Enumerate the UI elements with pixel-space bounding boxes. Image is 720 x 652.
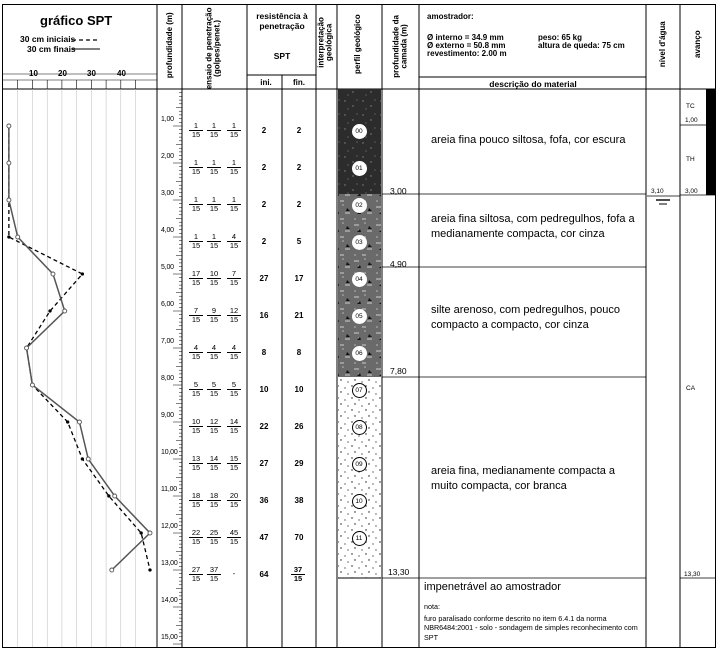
sample-marker: 03 (352, 235, 367, 250)
blow-count: $\frac{1}{15}$ (207, 196, 221, 213)
col-advance-label: avanço (692, 30, 702, 58)
advance-th-depth: 3,00 (685, 188, 698, 195)
blow-count: $\frac{5}{15}$ (207, 381, 221, 398)
spt-initial: 2 (261, 163, 267, 172)
blow-count: $\frac{7}{15}$ (227, 270, 241, 287)
blow-count: $\frac{1}{15}$ (207, 233, 221, 250)
blow-count: $\frac{1}{15}$ (207, 159, 221, 176)
layer-description-4: areia fina, medianamente compacta a muito compacta, cor branca (431, 465, 616, 492)
advance-end-depth: 13,30 (684, 571, 701, 578)
sample-marker: 09 (352, 457, 367, 472)
spt-final: 26 (294, 422, 304, 431)
spt-chart (7, 124, 152, 572)
advance-th-label: TH (686, 156, 695, 163)
blow-count: $\frac{13}{15}$ (189, 455, 203, 472)
spt-initial: 47 (259, 533, 269, 542)
data-point (51, 272, 55, 276)
blow-count: - (232, 569, 236, 578)
data-point (63, 309, 67, 313)
spt-final: 8 (296, 348, 302, 357)
blow-count: $\frac{4}{15}$ (189, 344, 203, 361)
depth-label: 11,00 (161, 486, 177, 493)
depth-label: 7,00 (161, 338, 174, 345)
layer-depth: 13,30 (388, 567, 410, 577)
col-water-label: nível d'água (657, 21, 667, 68)
spt-final: 70 (294, 533, 304, 542)
blow-count: $\frac{10}{15}$ (207, 270, 221, 287)
blow-count: $\frac{4}{15}$ (227, 344, 241, 361)
advance-ca-label: CA (686, 385, 696, 392)
col-geo-profile-label: perfil geológico (352, 14, 362, 74)
spt-initial: 8 (261, 348, 267, 357)
blow-count: $\frac{1}{15}$ (189, 159, 203, 176)
blow-count: $\frac{1}{15}$ (227, 196, 241, 213)
sample-marker: 05 (352, 309, 367, 324)
layer-depth: 3,00 (390, 186, 407, 196)
advance-tc-label: TC (686, 103, 695, 110)
data-point (149, 569, 151, 571)
blow-count: $\frac{12}{15}$ (207, 418, 221, 435)
blow-count: $\frac{14}{15}$ (227, 418, 241, 435)
spt-initial: 27 (259, 274, 269, 283)
data-point (66, 421, 68, 423)
note-title: nota: (424, 602, 440, 611)
data-point (7, 161, 11, 165)
spt-initial: 64 (259, 570, 269, 579)
col-resistance-sub: SPT (273, 51, 291, 61)
blow-count: $\frac{5}{15}$ (227, 381, 241, 398)
advance-tc-depth: 1,00 (685, 117, 698, 124)
sample-marker: 02 (352, 198, 367, 213)
blow-count: $\frac{37}{15}$ (207, 566, 221, 583)
blow-count: $\frac{4}{15}$ (227, 233, 241, 250)
col-resistance-label: resistência à penetração (256, 11, 308, 31)
depth-label: 1,00 (161, 116, 174, 123)
hammer-weight: peso: 65 kg (538, 33, 583, 42)
depth-label: 6,00 (161, 301, 174, 308)
blow-count: $\frac{1}{15}$ (227, 159, 241, 176)
blow-count: $\frac{20}{15}$ (227, 492, 241, 509)
col-penetration-label: ensaio de penetração (golpes/penet.) (204, 7, 222, 90)
layer-description-3: silte arenoso, com pedregulhos, pouco compacto a compacto, cor cinza (431, 304, 620, 331)
blow-count: $\frac{17}{15}$ (189, 270, 203, 287)
depth-label: 8,00 (161, 375, 174, 382)
blow-count: $\frac{25}{15}$ (207, 529, 221, 546)
blow-count: $\frac{15}{15}$ (227, 455, 241, 472)
data-point (7, 198, 11, 202)
spt-initial: 27 (259, 459, 269, 468)
spt-initial: 2 (261, 237, 267, 246)
spt-initial: 36 (259, 496, 269, 505)
note-text: furo paralisado conforme descrito no item 6.4.1 da norma NBR6484:2001 - solo - sondagem de simples reconhecimento com SPT (424, 614, 638, 642)
spt-final: 2 (296, 163, 302, 172)
axis-tick-20: 20 (58, 69, 67, 78)
data-point (7, 124, 11, 128)
blow-count: $\frac{7}{15}$ (189, 307, 203, 324)
depth-label: 12,00 (161, 523, 178, 530)
axis-tick-30: 30 (87, 69, 96, 78)
blow-count: $\frac{10}{15}$ (189, 418, 203, 435)
blow-count: $\frac{1}{15}$ (189, 196, 203, 213)
sample-marker: 01 (352, 161, 367, 176)
spt-initial: 2 (261, 126, 267, 135)
layer-depth: 4,90 (390, 259, 407, 269)
blow-count: $\frac{45}{15}$ (227, 529, 241, 546)
col-depth-label: profundidade (m) (164, 12, 174, 79)
blow-count: $\frac{18}{15}$ (189, 492, 203, 509)
data-point (81, 458, 83, 460)
col-fin-label: fin. (293, 78, 305, 87)
graph-title: gráfico SPT (40, 13, 113, 28)
sampler-title: amostrador: (427, 12, 474, 21)
impenetrable-label: impenetrável ao amostrador (424, 581, 561, 593)
spt-final: 2 (296, 126, 302, 135)
spt-initial: 16 (259, 311, 269, 320)
col-geo-interp-label: interpretação geológica (316, 17, 334, 68)
axis-tick-40: 40 (117, 69, 126, 78)
data-point (110, 568, 114, 572)
blow-count: $\frac{14}{15}$ (207, 455, 221, 472)
drop-height: altura de queda: 75 cm (538, 41, 625, 50)
layer-description-1: areia fina pouco siltosa, fofa, cor escura (431, 134, 626, 146)
data-point (113, 494, 117, 498)
spt-initial: 2 (261, 200, 267, 209)
col-ini-label: ini. (260, 78, 272, 87)
depth-label: 3,00 (161, 190, 174, 197)
data-point (140, 532, 142, 534)
spt-final: 10 (294, 385, 304, 394)
sampler-outer: Ø externo = 50.8 mm (427, 41, 506, 50)
sample-marker: 10 (352, 494, 367, 509)
data-point (148, 531, 152, 535)
sample-marker: 08 (352, 420, 367, 435)
data-point (77, 420, 81, 424)
blow-count: $\frac{1}{15}$ (227, 122, 241, 139)
data-point (49, 310, 51, 312)
spt-final: $\frac{37}{15}$ (291, 566, 305, 583)
data-point (30, 383, 34, 387)
series-line-initial (9, 126, 150, 570)
blow-count: $\frac{22}{15}$ (189, 529, 203, 546)
sample-marker: 06 (352, 346, 367, 361)
sampler-inner: Ø interno = 34.9 mm (427, 33, 504, 42)
spt-final: 17 (294, 274, 304, 283)
data-point (81, 273, 83, 275)
blow-count: $\frac{1}{15}$ (189, 233, 203, 250)
depth-label: 4,00 (161, 227, 174, 234)
depth-label: 14,00 (161, 597, 178, 604)
series-line-final (9, 126, 150, 570)
spt-final: 2 (296, 200, 302, 209)
sample-marker: 00 (352, 124, 367, 139)
blow-count: $\frac{1}{15}$ (189, 122, 203, 139)
depth-label: 15,00 (161, 634, 178, 641)
layer-description-2: areia fina siltosa, com pedregulhos, fofa a medianamente compacta, cor cinza (431, 213, 635, 240)
sample-marker: 11 (352, 531, 367, 546)
depth-label: 5,00 (161, 264, 174, 271)
spt-final: 21 (294, 311, 304, 320)
blow-count: $\frac{1}{15}$ (207, 122, 221, 139)
blow-count: $\frac{9}{15}$ (207, 307, 221, 324)
sample-marker: 04 (352, 272, 367, 287)
data-point (86, 457, 90, 461)
depth-label: 10,00 (161, 449, 178, 456)
legend-initial: 30 cm iniciais (20, 34, 76, 44)
col-layer-depth-label: profundidade da camada (m) (391, 15, 409, 78)
data-point (16, 235, 20, 239)
depth-label: 13,00 (161, 560, 178, 567)
water-level-value: 3,10 (651, 188, 664, 195)
spt-initial: 22 (259, 422, 269, 431)
spt-initial: 10 (259, 385, 269, 394)
blow-count: $\frac{12}{15}$ (227, 307, 241, 324)
spt-final: 5 (296, 237, 302, 246)
spt-final: 29 (294, 459, 304, 468)
axis-tick-10: 10 (29, 69, 38, 78)
blow-count: $\frac{5}{15}$ (189, 381, 203, 398)
layer-depth: 7,80 (390, 366, 407, 376)
data-point (25, 346, 29, 350)
data-point (108, 495, 110, 497)
blow-count: $\frac{4}{15}$ (207, 344, 221, 361)
col-description-label: descrição do material (489, 79, 577, 89)
sampler-casing: revestimento: 2.00 m (427, 49, 507, 58)
legend-final: 30 cm finais (27, 44, 76, 54)
blow-count: $\frac{18}{15}$ (207, 492, 221, 509)
depth-label: 9,00 (161, 412, 174, 419)
depth-label: 2,00 (161, 153, 174, 160)
blow-count: $\frac{27}{15}$ (189, 566, 203, 583)
sample-marker: 07 (352, 383, 367, 398)
spt-final: 38 (294, 496, 304, 505)
data-point (8, 236, 10, 238)
